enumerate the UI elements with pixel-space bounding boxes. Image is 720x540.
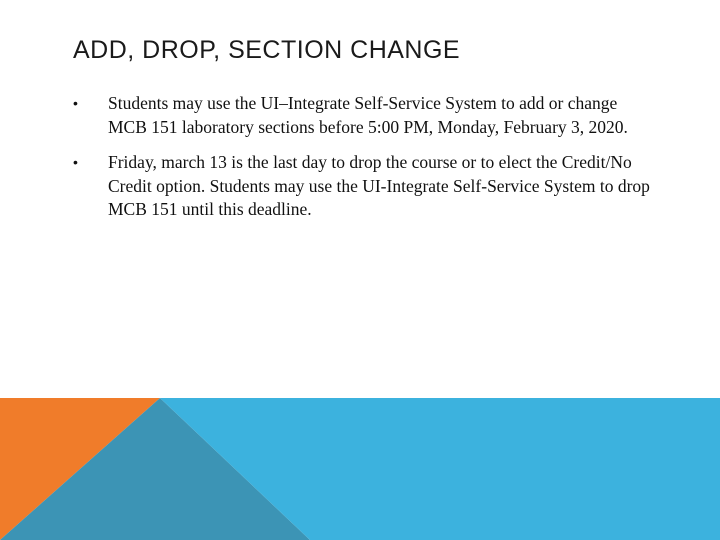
bullet-text: Students may use the UI–Integrate Self-Service System to add or change MCB 151 laboratory sections before 5:00 PM, Monday, February 3, 2020. xyxy=(108,93,628,137)
bullet-icon: • xyxy=(73,95,78,111)
sky-blue-shape xyxy=(160,398,720,540)
bullet-icon: • xyxy=(73,154,78,170)
bullet-item xyxy=(73,151,653,222)
bullet-item xyxy=(73,92,653,139)
bullet-list xyxy=(73,92,653,234)
orange-triangle xyxy=(0,398,160,540)
slide-title: ADD, DROP, SECTION CHANGE xyxy=(73,36,461,64)
dark-teal-triangle xyxy=(0,398,310,540)
bullet-text: Friday, march 13 is the last day to drop the course or to elect the Credit/No Credit option. Students may use the UI-Integrate Self-Service System to drop MCB 151 until this deadline. xyxy=(108,152,650,219)
